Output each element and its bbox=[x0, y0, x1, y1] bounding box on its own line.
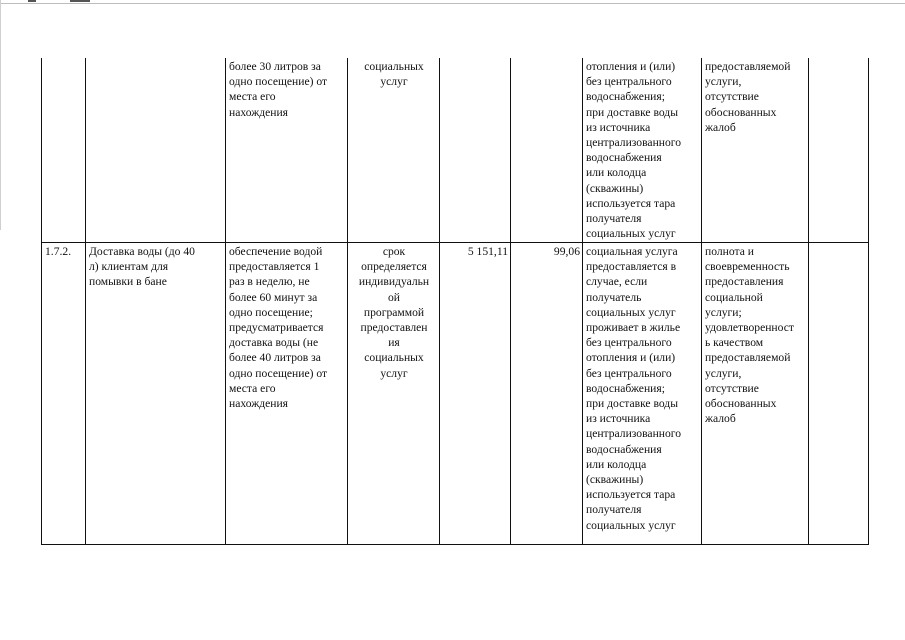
cell-text: более 30 литров за одно посещение) от места его нахождения bbox=[229, 60, 328, 119]
cell-extra bbox=[809, 58, 869, 243]
cell-term bbox=[348, 243, 440, 545]
cell-indicators bbox=[702, 58, 809, 243]
cell-service-name bbox=[86, 243, 226, 545]
cell-text: 5 151,11 bbox=[467, 245, 508, 258]
table-row bbox=[42, 243, 869, 545]
scan-artifact bbox=[70, 0, 90, 2]
cell-conditions bbox=[583, 58, 702, 243]
cell-text: срок определяется индивидуальн ой программой предоставлен ия социальных услуг bbox=[358, 245, 430, 380]
cell-number bbox=[42, 58, 86, 243]
scan-top-edge bbox=[0, 3, 905, 4]
cell-text: 1.7.2. bbox=[45, 245, 72, 258]
cell-text: Доставка воды (до 40 л) клиентам для помывки в бане bbox=[89, 245, 195, 289]
cell-extra bbox=[809, 243, 869, 545]
cell-text: обеспечение водой предоставляется 1 раз в неделю, не более 60 минут за одно посещение; предусматривается доставка воды (не более 40 литров за одно посещение) от места его нахождения bbox=[229, 245, 328, 411]
cell-text: отопления и (или) без центрального водоснабжения; при доставке воды из источника централизованного водоснабжения или колодца (скважины) используется тара получателя социальных услуг bbox=[586, 60, 682, 241]
table-row bbox=[42, 58, 869, 243]
cell-text: 99,06 bbox=[553, 245, 580, 258]
scan-artifact bbox=[28, 0, 36, 2]
cell-volume bbox=[511, 58, 583, 243]
services-table bbox=[41, 58, 869, 545]
cell-term bbox=[348, 58, 440, 243]
cell-description bbox=[226, 243, 348, 545]
cell-conditions bbox=[583, 243, 702, 545]
scan-left-edge bbox=[0, 0, 1, 230]
cell-description bbox=[226, 58, 348, 243]
cell-text: предоставляемой услуги, отсутствие обоснованных жалоб bbox=[705, 60, 791, 134]
cell-text: полнота и своевременность предоставления социальной услуги; удовлетворенност ь качеством предоставляемой услуги, отсутствие обоснованных жалоб bbox=[705, 245, 794, 426]
cell-number bbox=[42, 243, 86, 545]
cell-text: социальная услуга предоставляется в случае, если получатель социальных услуг проживает в жилье без центрального отопления и (или) без центрального водоснабжения; при доставке воды из источника централизованного водоснабжения или колодца (скважины) используется тара получателя социальных услуг bbox=[586, 245, 682, 532]
cell-tariff bbox=[440, 243, 511, 545]
cell-service-name bbox=[86, 58, 226, 243]
cell-indicators bbox=[702, 243, 809, 545]
cell-volume bbox=[511, 243, 583, 545]
cell-tariff bbox=[440, 58, 511, 243]
cell-text: социальных услуг bbox=[364, 60, 424, 89]
